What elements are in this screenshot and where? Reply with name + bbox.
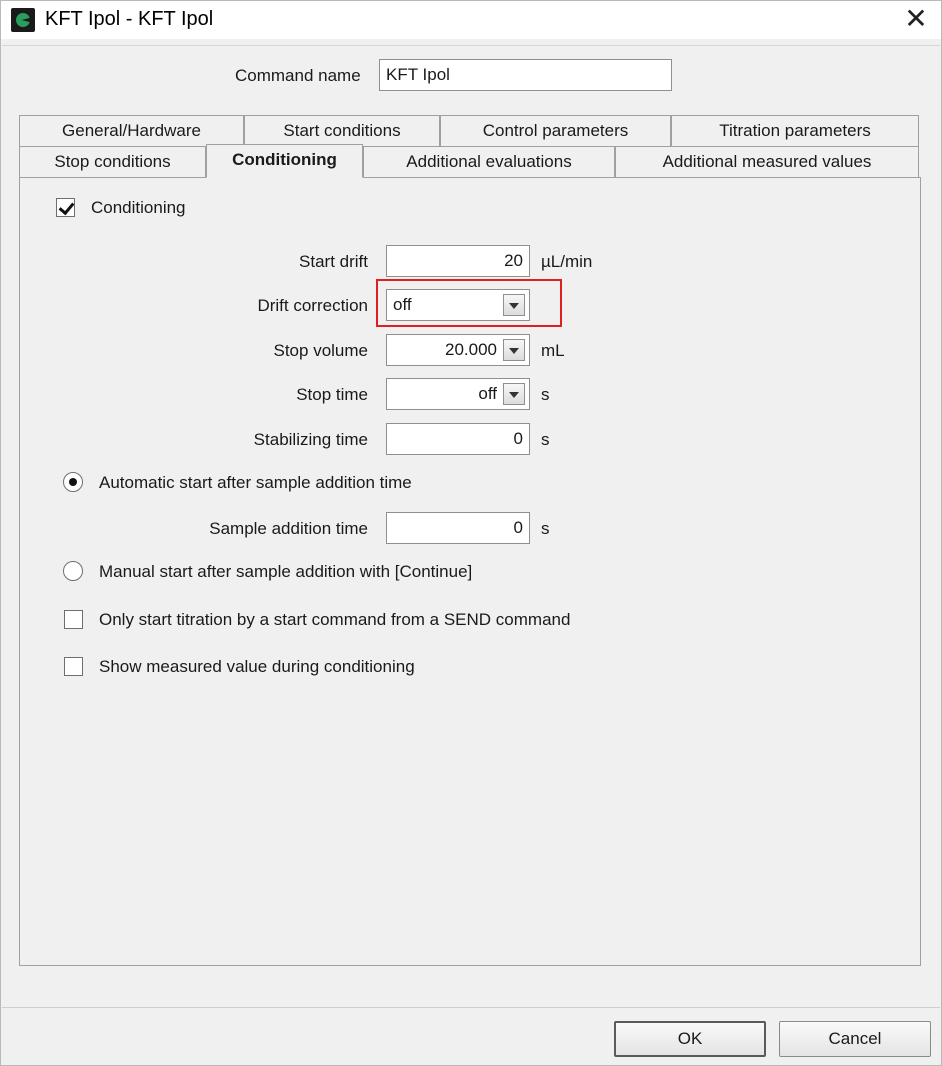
metrohm-logo-icon <box>11 8 35 32</box>
chevron-down-icon[interactable] <box>503 339 525 361</box>
stop-time-label: Stop time <box>296 385 368 404</box>
stop-volume-unit: mL <box>541 341 565 360</box>
tab-additional-measured-values[interactable]: Additional measured values <box>615 146 919 178</box>
auto-start-label: Automatic start after sample addition time <box>99 473 412 492</box>
ok-button[interactable]: OK <box>614 1021 766 1057</box>
tab-titration-parameters[interactable]: Titration parameters <box>671 115 919 147</box>
command-name-label: Command name <box>235 66 361 85</box>
stabilizing-time-unit: s <box>541 430 550 449</box>
conditioning-panel <box>19 177 921 966</box>
tab-additional-evaluations[interactable]: Additional evaluations <box>363 146 615 178</box>
stop-volume-value: 20.000 <box>445 340 497 359</box>
stop-time-select[interactable] <box>386 378 530 410</box>
title-bar <box>1 1 941 39</box>
footer-divider <box>2 1007 940 1008</box>
start-drift-label: Start drift <box>299 252 368 271</box>
cancel-button[interactable]: Cancel <box>779 1021 931 1057</box>
tab-general-hardware[interactable]: General/Hardware <box>19 115 244 147</box>
start-drift-input[interactable]: 20 <box>386 245 530 277</box>
stop-time-value: off <box>478 384 497 403</box>
command-name-input[interactable]: KFT Ipol <box>379 59 672 91</box>
dialog-client <box>2 45 940 1011</box>
chevron-down-icon[interactable] <box>503 294 525 316</box>
auto-start-radio[interactable] <box>63 472 83 492</box>
conditioning-checkbox-label: Conditioning <box>91 198 186 217</box>
send-command-checkbox[interactable] <box>64 610 83 629</box>
drift-correction-label: Drift correction <box>257 296 368 315</box>
show-measured-checkbox[interactable] <box>64 657 83 676</box>
show-measured-label: Show measured value during conditioning <box>99 657 415 676</box>
window-title: KFT Ipol - KFT Ipol <box>45 8 214 30</box>
stabilizing-time-label: Stabilizing time <box>253 430 368 449</box>
chevron-down-icon[interactable] <box>503 383 525 405</box>
sample-addition-time-unit: s <box>541 519 550 538</box>
stop-time-unit: s <box>541 385 550 404</box>
stabilizing-time-input[interactable]: 0 <box>386 423 530 455</box>
sample-addition-time-input[interactable]: 0 <box>386 512 530 544</box>
manual-start-radio[interactable] <box>63 561 83 581</box>
start-drift-unit: µL/min <box>541 252 593 271</box>
tab-start-conditions[interactable]: Start conditions <box>244 115 440 147</box>
stop-volume-label: Stop volume <box>273 341 368 360</box>
send-command-label: Only start titration by a start command from a SEND command <box>99 610 571 629</box>
tab-control-parameters[interactable]: Control parameters <box>440 115 671 147</box>
drift-correction-select[interactable] <box>386 289 530 321</box>
sample-addition-time-label: Sample addition time <box>209 519 368 538</box>
tab-stop-conditions[interactable]: Stop conditions <box>19 146 206 178</box>
stop-volume-select[interactable] <box>386 334 530 366</box>
close-icon[interactable]: ✕ <box>904 3 928 34</box>
conditioning-checkbox[interactable] <box>56 198 75 217</box>
manual-start-label: Manual start after sample addition with [Continue] <box>99 562 473 581</box>
drift-correction-value: off <box>393 295 412 314</box>
tab-conditioning[interactable]: Conditioning <box>206 144 363 178</box>
